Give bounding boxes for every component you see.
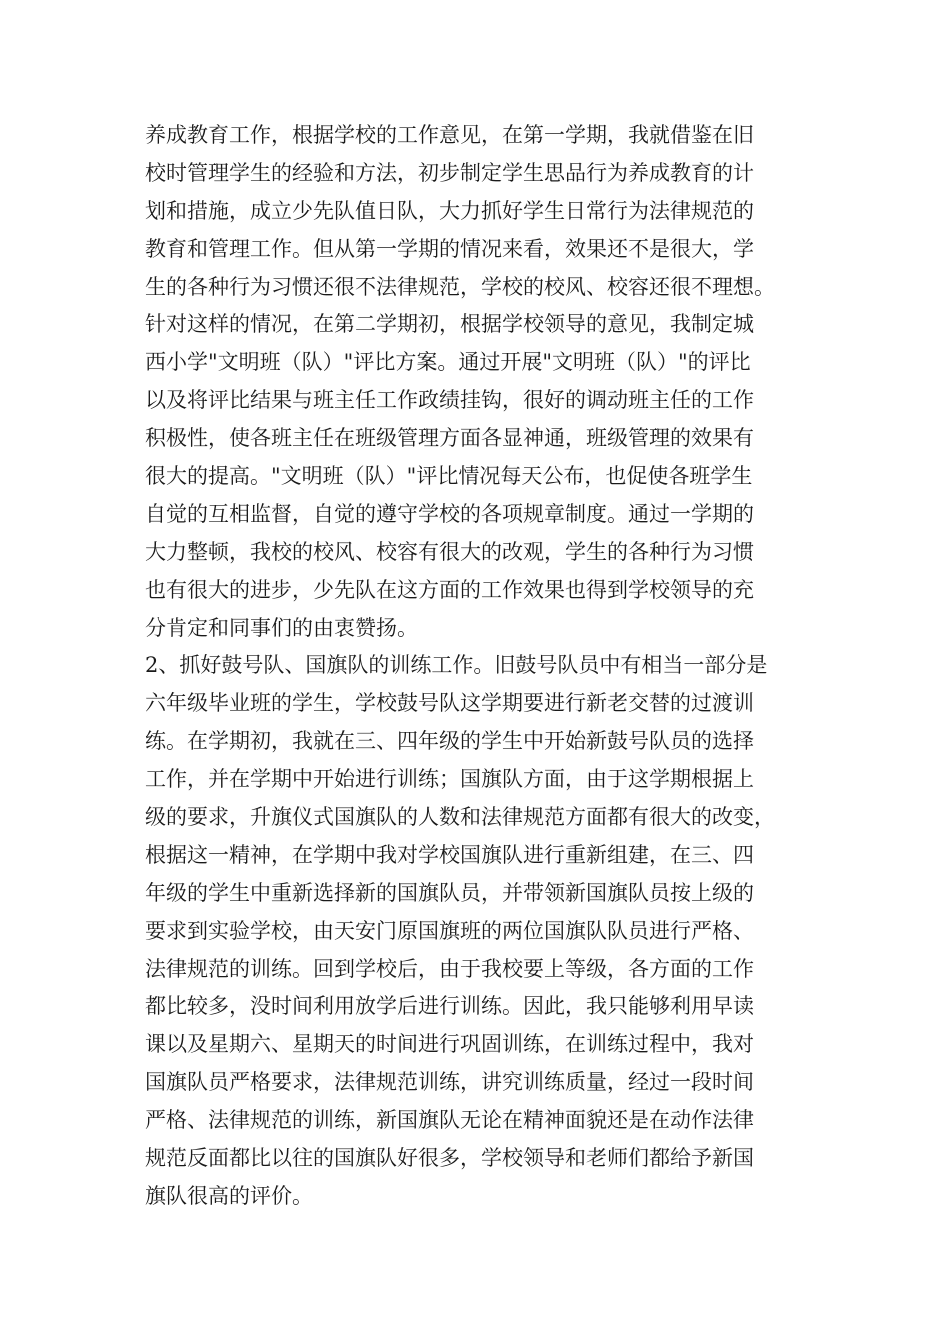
text-line: 课以及星期六、星期天的时间进行巩固训练，在训练过程中，我对 (145, 1032, 754, 1057)
text-line: 法律规范的训练。回到学校后，由于我校要上等级，各方面的工作 (145, 956, 754, 981)
text-line: 也有很大的进步，少先队在这方面的工作效果也得到学校领导的充 (145, 577, 754, 602)
text-line: 积极性，使各班主任在班级管理方面各显神通，班级管理的效果有 (145, 426, 754, 451)
text-line: 针对这样的情况，在第二学期初，根据学校领导的意见，我制定城 (145, 312, 754, 337)
text-line: 西小学"文明班（队）"评比方案。通过开展"文明班（队）"的评比 (145, 350, 751, 375)
text-line: 规范反面都比以往的国旗队好很多，学校领导和老师们都给予新国 (145, 1146, 754, 1171)
text-line: 2、抓好鼓号队、国旗队的训练工作。旧鼓号队员中有相当一部分是 (145, 653, 768, 678)
text-line: 生的各种行为习惯还很不法律规范，学校的校风、校容还很不理想。 (145, 274, 775, 299)
body-text (145, 117, 825, 1216)
text-line: 级的要求，升旗仪式国旗队的人数和法律规范方面都有很大的改变， (145, 805, 775, 830)
text-line: 养成教育工作，根据学校的工作意见，在第一学期，我就借鉴在旧 (145, 123, 754, 147)
text-line: 都比较多，没时间利用放学后进行训练。因此，我只能够利用早读 (145, 994, 754, 1019)
text-line: 六年级毕业班的学生，学校鼓号队这学期要进行新老交替的过渡训 (145, 691, 754, 716)
text-line: 分肯定和同事们的由衷赞扬。 (145, 615, 418, 640)
text-line: 根据这一精神，在学期中我对学校国旗队进行重新组建，在三、四 (145, 842, 754, 867)
text-line: 国旗队员严格要求，法律规范训练，讲究训练质量，经过一段时间 (145, 1070, 754, 1095)
text-line: 校时管理学生的经验和方法，初步制定学生思品行为养成教育的计 (145, 160, 754, 185)
text-line: 要求到实验学校，由天安门原国旗班的两位国旗队队员进行严格、 (145, 918, 754, 943)
text-line: 以及将评比结果与班主任工作政绩挂钩，很好的调动班主任的工作 (145, 388, 754, 413)
text-line: 旗队很高的评价。 (145, 1183, 313, 1208)
text-line: 严格、法律规范的训练，新国旗队无论在精神面貌还是在动作法律 (145, 1108, 754, 1133)
text-line: 工作，并在学期中开始进行训练；国旗队方面，由于这学期根据上 (145, 767, 754, 792)
text-line: 自觉的互相监督，自觉的遵守学校的各项规章制度。通过一学期的 (145, 501, 754, 526)
text-line: 教育和管理工作。但从第一学期的情况来看，效果还不是很大，学 (145, 236, 754, 261)
text-line: 年级的学生中重新选择新的国旗队员，并带领新国旗队员按上级的 (145, 880, 754, 905)
text-line: 大力整顿，我校的校风、校容有很大的改观，学生的各种行为习惯 (145, 539, 754, 564)
text-line: 练。在学期初，我就在三、四年级的学生中开始新鼓号队员的选择 (145, 729, 754, 754)
text-line: 划和措施，成立少先队值日队，大力抓好学生日常行为法律规范的 (145, 198, 754, 223)
text-line: 很大的提高。"文明班（队）"评比情况每天公布，也促使各班学生 (145, 464, 753, 489)
